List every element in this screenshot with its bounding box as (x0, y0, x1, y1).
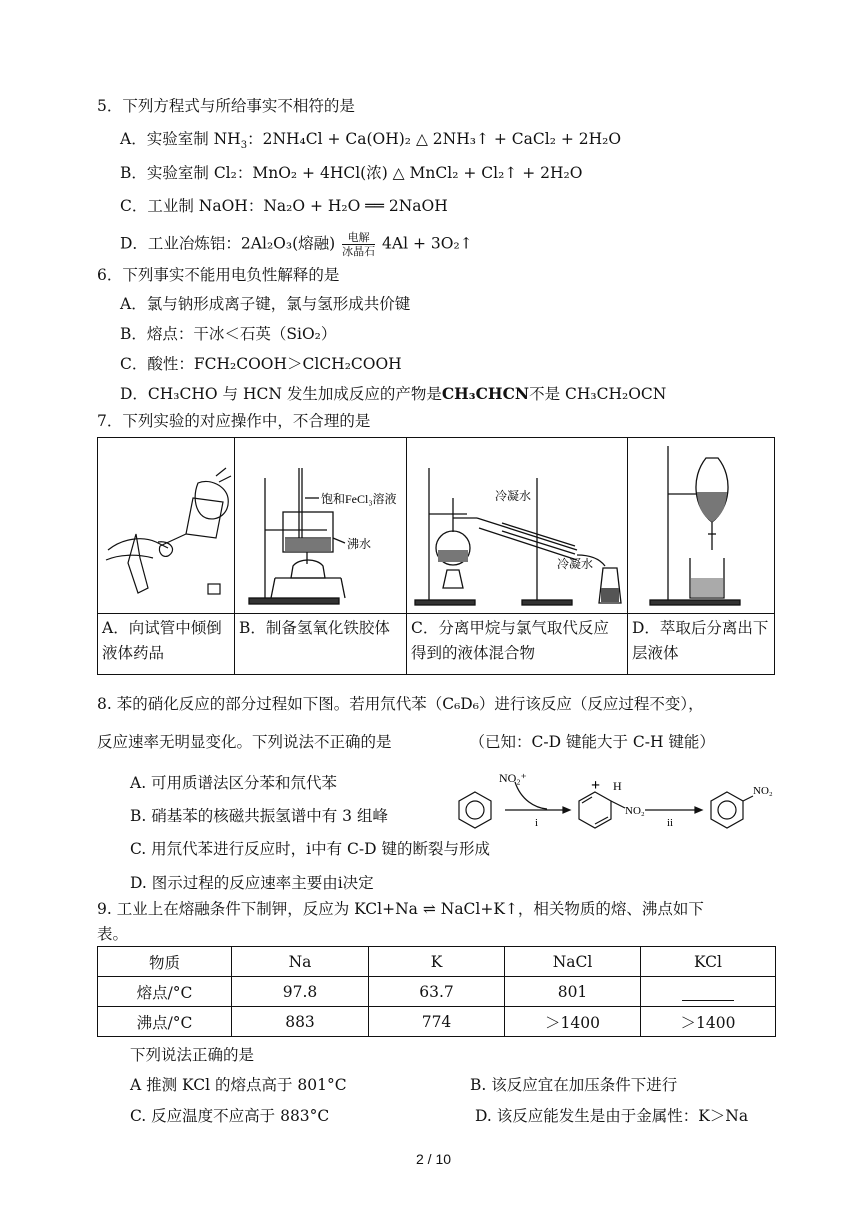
header-cell: NaCl (505, 947, 641, 977)
benzene-circle (466, 801, 484, 819)
q9-option-c: C. 反应温度不应高于 883°C (130, 1107, 330, 1125)
q8-line2 (97, 732, 715, 752)
cond-top: 电解 (342, 231, 375, 245)
q8-option-b: B. 硝基苯的核磁共振氢谱中有 3 组峰 (130, 807, 388, 825)
q9-line1: 9. 工业上在熔融条件下制钾，反应为 KCl+Na ⇌ NaCl+K↑，相关物质的熔、沸点如下 (97, 900, 704, 918)
table-cell: ＞1400 (641, 1007, 776, 1037)
q8-line1: 8. 苯的硝化反应的部分过程如下图。若用氘代苯（C₆D₆）进行该反应（反应过程不变）， (97, 695, 704, 713)
header-cell: 物质 (98, 947, 232, 977)
q8-option-d: D. 图示过程的反应速率主要由i决定 (130, 874, 374, 892)
q5-d-post: 4Al + 3O₂↑ (382, 234, 473, 253)
q8-line2-main: 反应速率无明显变化。下列说法不正确的是 (97, 733, 392, 751)
q5-option-b: B．实验室制 Cl₂：MnO₂ + 4HCl(浓) △ MnCl₂ + Cl₂↑ + 2H₂O (120, 164, 583, 182)
separatory-funnel-figure (628, 438, 775, 609)
nitration-scheme (455, 760, 795, 850)
q8-line2-note: （已知：C-D 键能大于 C-H 键能） (469, 733, 715, 751)
caption-b: B．制备氢氧化铁胶体 (235, 614, 407, 675)
table-cell: 97.8 (232, 977, 369, 1007)
q6-d-post: 不是 CH₃CH₂OCN (529, 385, 667, 403)
q6-option-d (120, 384, 666, 404)
q9-prompt: 下列说法正确的是 (130, 1046, 255, 1064)
benzene-ring (459, 792, 491, 828)
arenium-ring (579, 792, 611, 828)
apparatus-a-cell (98, 438, 235, 614)
q5-a-label: A．实验室制 NH (120, 130, 241, 148)
cond-bottom: 冰晶石 (342, 245, 376, 258)
q9-option-a: A 推测 KCl 的熔点高于 801°C (130, 1076, 347, 1094)
colloid-setup-figure (235, 438, 407, 609)
condenser-water-label-1: 冷凝水 (495, 489, 532, 503)
q6-option-c: C．酸性：FCH₂COOH＞ClCH₂COOH (120, 355, 402, 373)
nitrobenzene-ring (711, 792, 743, 828)
header-cell: KCl (641, 947, 776, 977)
caption-d: D．萃取后分离出下层液体 (628, 614, 775, 675)
header-cell: Na (232, 947, 369, 977)
q9-option-b: B. 该反应宜在加压条件下进行 (470, 1076, 678, 1094)
q5-a-eq: ：2NH₄Cl + Ca(OH)₂ △ 2NH₃↑ + CaCl₂ + 2H₂O (247, 130, 622, 148)
h-label: H (613, 779, 622, 793)
page-number: 2 / 10 (415, 1151, 452, 1167)
no2-mid-label: NO₂ (625, 805, 645, 817)
table-row (98, 1007, 776, 1037)
q9-option-d: D. 该反应能发生是由于金属性：K＞Na (475, 1107, 749, 1125)
q8-option-a: A. 可用质谱法区分苯和氘代苯 (130, 774, 338, 792)
q5-option-d (120, 231, 473, 258)
q9-line2: 表。 (97, 925, 129, 943)
table-row (98, 977, 776, 1007)
q6-stem: 6．下列事实不能用电负性解释的是 (97, 266, 340, 284)
table-cell: 883 (232, 1007, 369, 1037)
table-header-row (98, 947, 776, 977)
no2-end-label: NO₂ (753, 785, 773, 797)
pouring-liquid-figure (98, 438, 235, 609)
q6-d-pre: D．CH₃CHO 与 HCN 发生加成反应的产物是 (120, 385, 442, 403)
distillation-setup-figure (407, 438, 628, 609)
plus-charge: + (591, 777, 601, 794)
boiling-water-label: 沸水 (347, 537, 372, 551)
header-cell: K (369, 947, 505, 977)
apparatus-b-cell (235, 438, 407, 614)
apparatus-c-cell (407, 438, 628, 614)
table-cell-blank (641, 977, 776, 1007)
reagent-label: NO₂⁺ (499, 771, 527, 785)
q6-d-bold: CH₃CHCN (441, 384, 530, 403)
electrolysis-condition (342, 231, 375, 258)
fecl3-label: 饱和FeCl₃溶液 (321, 492, 397, 506)
q6-option-a: A．氯与钠形成离子键，氯与氢形成共价键 (120, 295, 411, 313)
table-cell: 63.7 (369, 977, 505, 1007)
q5-option-a: A．实验室制 $NH_3$：2NH₄Cl + Ca(OH)₂ △ 2NH₃↑ + CaCl₂ + 2H₂O (120, 130, 622, 152)
q7-stem: 7．下列实验的对应操作中，不合理的是 (97, 412, 371, 430)
step2-label: ii (667, 817, 674, 829)
q6-option-b: B．熔点：干冰＜石英（SiO₂） (120, 325, 337, 343)
table-cell: ＞1400 (505, 1007, 641, 1037)
caption-a: A．向试管中倾倒液体药品 (98, 614, 235, 675)
q9-property-table (97, 946, 776, 1037)
table-cell: 沸点/°C (98, 1007, 232, 1037)
q5-option-c: C．工业制 NaOH：Na₂O + H₂O ══ 2NaOH (120, 197, 448, 215)
q8-option-c: C. 用氘代苯进行反应时，i中有 C-D 键的断裂与形成 (130, 840, 490, 858)
q5-d-pre: D．工业冶炼铝：2Al₂O₃(熔融) (120, 234, 336, 253)
apparatus-d-cell (628, 438, 775, 614)
condenser-water-label-2: 冷凝水 (557, 557, 594, 571)
q7-apparatus-table (97, 437, 775, 675)
table-cell: 774 (369, 1007, 505, 1037)
caption-c: C．分离甲烷与氯气取代反应得到的液体混合物 (407, 614, 628, 675)
table-cell: 801 (505, 977, 641, 1007)
table-cell: 熔点/°C (98, 977, 232, 1007)
q5-stem: 5．下列方程式与所给事实不相符的是 (97, 97, 355, 115)
fill-in-blank (682, 982, 734, 1001)
step1-label: i (535, 817, 539, 829)
